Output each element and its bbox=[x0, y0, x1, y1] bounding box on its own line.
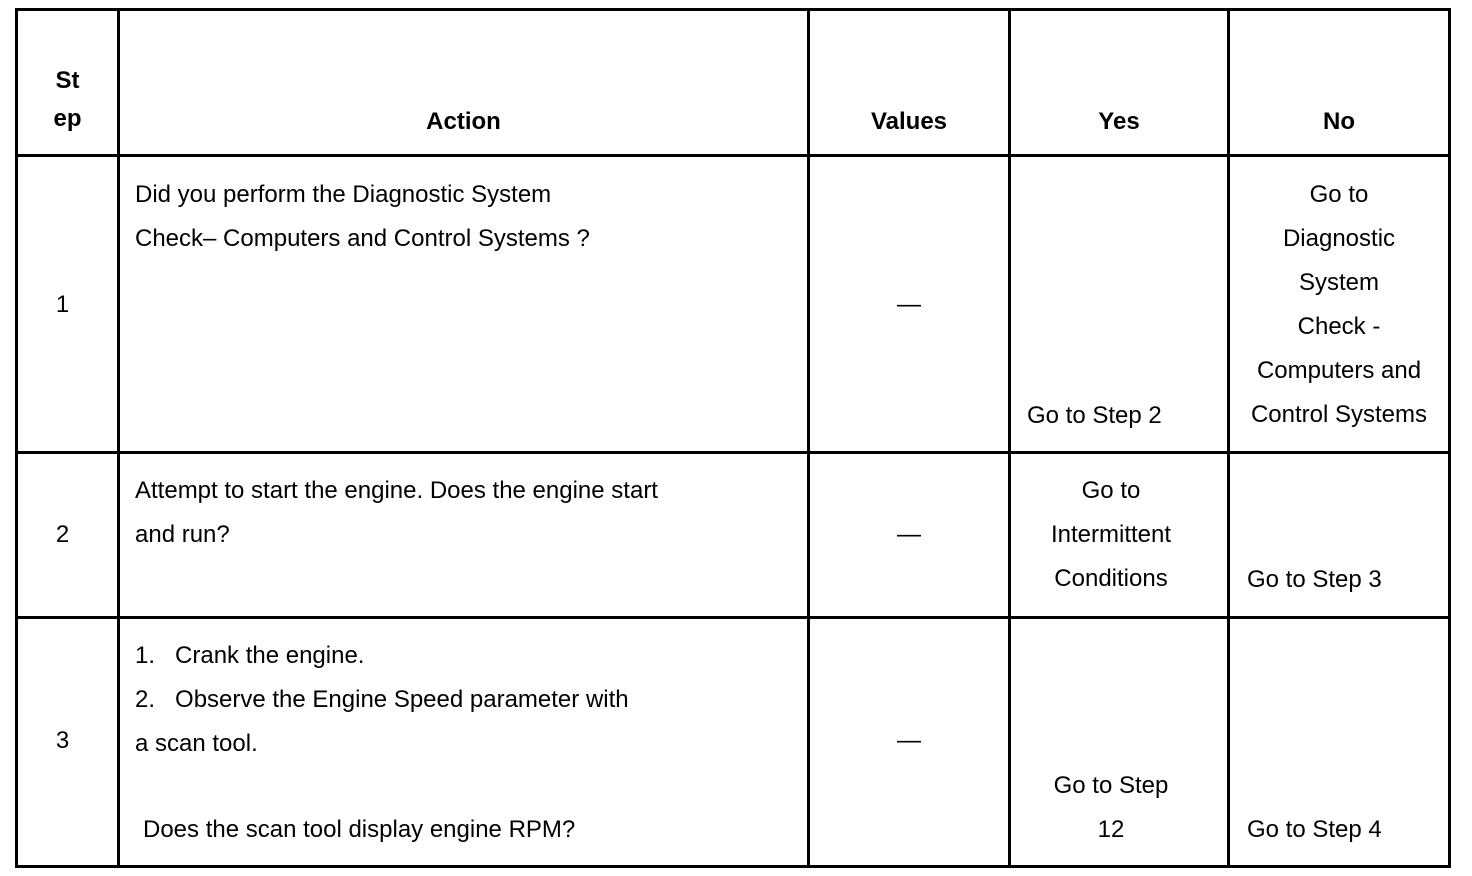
table-border-top bbox=[15, 8, 1451, 11]
row-3-no: Go to Step 4 bbox=[1247, 816, 1382, 843]
row-3-question: Does the scan tool display engine RPM? bbox=[143, 816, 576, 843]
header-divider bbox=[15, 154, 1451, 157]
diagnostic-table bbox=[15, 8, 1451, 868]
row-2-action: Attempt to start the engine. Does the engine start and run? bbox=[135, 477, 658, 548]
row-3-values: — bbox=[897, 727, 921, 754]
row-2-step: 2 bbox=[55, 521, 70, 548]
header-step: St ep bbox=[53, 67, 82, 132]
row-2-no: Go to Step 3 bbox=[1247, 566, 1382, 593]
header-no: No bbox=[1323, 108, 1355, 135]
header-action: Action bbox=[426, 108, 501, 135]
row-1-action: Did you perform the Diagnostic System Check– Computers and Control Systems ? bbox=[135, 181, 590, 252]
row-1-yes: Go to Step 2 bbox=[1027, 402, 1162, 429]
row-2-values: — bbox=[897, 521, 921, 548]
row-1-values: — bbox=[897, 291, 921, 318]
row-2-yes: Go to Intermittent Conditions bbox=[1050, 477, 1172, 592]
row-3-step: 3 bbox=[55, 727, 70, 754]
table-border-bottom bbox=[15, 865, 1451, 868]
row-3-action: 1. Crank the engine. 2. Observe the Engine Speed parameter with a scan tool. bbox=[135, 642, 629, 757]
row-divider-2 bbox=[15, 616, 1451, 619]
row-3-yes: Go to Step 12 bbox=[1053, 772, 1169, 843]
header-values: Values bbox=[870, 108, 948, 135]
table-border-right bbox=[1448, 8, 1451, 868]
row-1-no: Go to Diagnostic System Check - Computers and Control Systems bbox=[1250, 181, 1428, 428]
header-yes: Yes bbox=[1098, 108, 1140, 135]
row-1-step: 1 bbox=[55, 291, 70, 318]
row-divider-1 bbox=[15, 451, 1451, 454]
